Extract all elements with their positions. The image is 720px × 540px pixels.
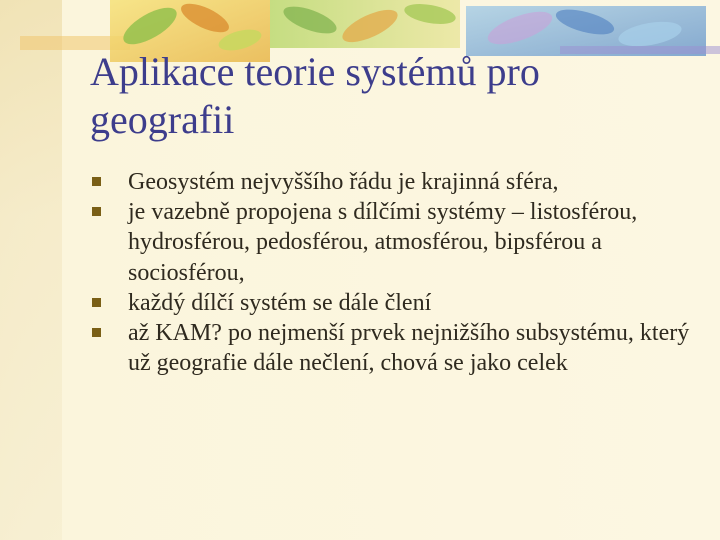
list-item-text: je vazebně propojena s dílčími systémy – listosférou, hydrosférou, pedosférou, atmosférou, bipsférou a sociosférou, [128, 199, 638, 286]
bullet-list [92, 167, 702, 378]
list-item-text: Geosystém nejvyššího řádu je krajinná sféra, [128, 169, 559, 195]
square-bullet-icon [92, 207, 101, 216]
list-item-text: každý dílčí systém se dále člení [128, 289, 432, 316]
square-bullet-icon [92, 328, 101, 337]
list-item [92, 197, 702, 288]
list-item [92, 288, 702, 318]
square-bullet-icon [92, 298, 101, 307]
list-item [92, 167, 702, 197]
left-decorative-band [0, 0, 62, 540]
square-bullet-icon [92, 177, 101, 186]
list-item-text: až KAM? po nejmenší prvek nejnižšího subsystému, který už geografie dále nečlení, chová se jako celek [128, 320, 690, 377]
slide-title: Aplikace teorie systémů pro geografii [90, 49, 540, 142]
list-item [92, 318, 702, 378]
